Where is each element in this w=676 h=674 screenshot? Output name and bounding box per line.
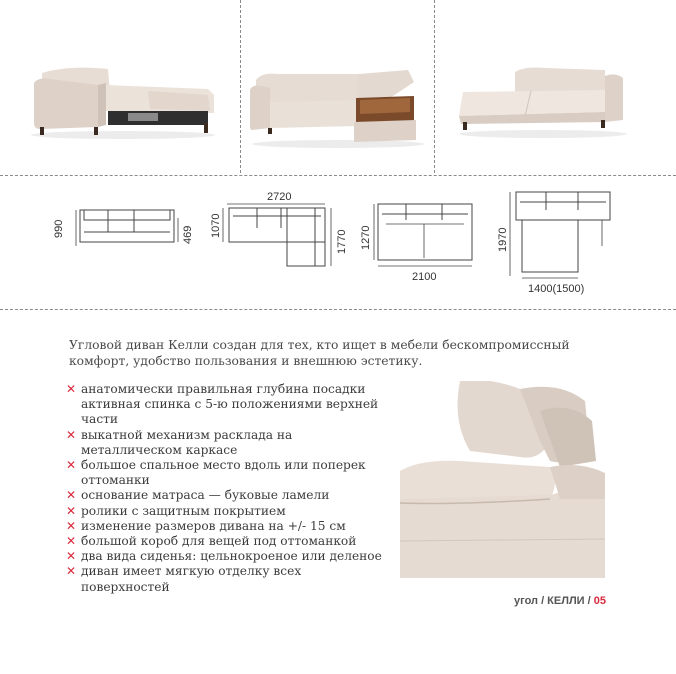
dim-open-height: 1270	[360, 225, 372, 250]
list-item: ✕ большое спальное место вдоль или поперек оттоманки	[66, 458, 366, 488]
list-item: ✕ изменение размеров дивана на +/- 15 см	[66, 518, 346, 533]
dim-straight-depth: 469	[182, 225, 194, 244]
dim-open-width: 2100	[412, 271, 437, 283]
diagram-open-sofa	[356, 198, 486, 288]
diagram-straight-sofa	[50, 200, 200, 260]
dim-straight-height: 990	[53, 219, 65, 238]
corner-bed-photo	[455, 58, 630, 138]
red-x-icon: ✕	[66, 488, 77, 503]
list-item: ✕ ролики с защитным покрытием	[66, 503, 286, 518]
list-item: ✕ два вида сиденья: цельнокроеное или деленое	[66, 549, 382, 564]
dim-corner-width: 2720	[267, 191, 292, 203]
dim-bed-height: 1970	[497, 227, 509, 252]
red-x-icon: ✕	[66, 534, 77, 549]
red-x-icon: ✕	[66, 549, 77, 564]
sofa-closeup-photo	[400, 381, 605, 578]
page-number: 05	[593, 595, 606, 607]
divider-horizontal-1	[0, 175, 676, 176]
list-item: ✕ диван имеет мягкую отделку всех поверхностей	[66, 564, 302, 594]
red-x-icon: ✕	[66, 382, 77, 396]
divider-horizontal-2	[0, 309, 676, 310]
diagram-corner-sofa	[205, 188, 355, 278]
red-x-icon: ✕	[66, 503, 77, 518]
list-item: ✕ основание матраса — буковые ламели	[66, 488, 330, 503]
diagram-corner-bed	[492, 186, 632, 298]
feature-list	[66, 382, 386, 595]
red-x-icon: ✕	[66, 427, 77, 442]
sofa-unfolded-photo	[28, 55, 218, 140]
dim-bed-width: 1400(1500)	[528, 283, 585, 295]
divider-vertical-2	[434, 0, 435, 173]
list-item: ✕ выкатной механизм расклада на металлическом каркасе	[66, 427, 293, 457]
divider-vertical-1	[240, 0, 241, 173]
page-footer	[514, 595, 606, 607]
footer-breadcrumb: угол / КЕЛЛИ /	[514, 595, 594, 607]
corner-sofa-storage-photo	[248, 60, 428, 150]
red-x-icon: ✕	[66, 518, 77, 533]
red-x-icon: ✕	[66, 458, 77, 473]
list-item: ✕ анатомически правильная глубина посадки активная спинка с 5-ю положениями верхней части	[66, 382, 379, 427]
dim-corner-depth: 1770	[336, 229, 348, 254]
dim-corner-height: 1070	[210, 213, 222, 238]
list-item: ✕ большой короб для вещей под оттоманкой	[66, 534, 357, 549]
red-x-icon: ✕	[66, 564, 77, 579]
intro-text: Угловой диван Келли создан для тех, кто ищет в мебели бескомпромиссный комфорт, удобство пользования и внешнюю эстетику.	[69, 338, 570, 368]
